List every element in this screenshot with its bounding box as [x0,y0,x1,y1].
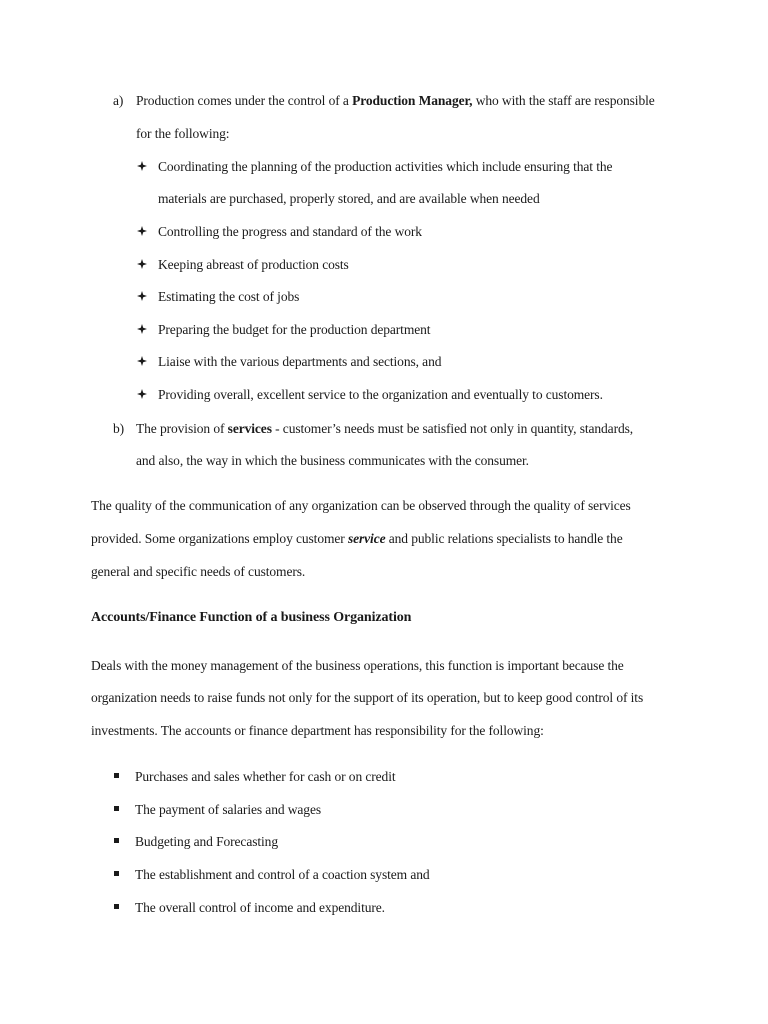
bullet-item: Estimating the cost of jobs [158,289,300,304]
bullet-item: Liaise with the various departments and sections, and [158,354,442,369]
diamond-bullet-icon [137,226,147,236]
diamond-bullet-icon [137,324,147,334]
diamond-bullet-icon [137,389,147,399]
diamond-bullet-icon [137,291,147,301]
bullet-item: Coordinating the planning of the production activities which include ensuring that the [158,159,613,174]
section-heading: Accounts/Finance Function of a business Organization [91,610,412,625]
section-a-line-2: for the following: [136,126,230,141]
square-bullet-icon [114,806,119,811]
finance-item: Budgeting and Forecasting [135,834,278,849]
finance-item: The establishment and control of a coaction system and [135,867,430,882]
list-marker-a: a) [113,93,124,108]
bullet-item-continuation: materials are purchased, properly stored, and are available when needed [158,191,540,206]
section-b-line-1: The provision of services - customer’s needs must be satisfied not only in quantity, standards, [136,421,634,436]
diamond-bullet-icon [137,356,147,366]
paragraph-1-line-1: The quality of the communication of any organization can be observed through the quality of services [91,498,631,513]
paragraph-1-line-3: general and specific needs of customers. [91,564,306,579]
bullet-item: Controlling the progress and standard of the work [158,224,422,239]
paragraph-2-line-3: investments. The accounts or finance department has responsibility for the following: [91,723,544,738]
paragraph-2-line-2: organization needs to raise funds not only for the support of its operation, but to keep good control of its [91,690,644,705]
bullet-item: Keeping abreast of production costs [158,257,349,272]
production-manager-term: Production Manager, [352,93,473,108]
diamond-bullet-icon [137,161,147,171]
paragraph-2-line-1: Deals with the money management of the business operations, this function is important because the [91,658,624,673]
services-term: services [227,421,272,436]
finance-item: The payment of salaries and wages [135,802,322,817]
bullet-item: Preparing the budget for the production department [158,322,431,337]
section-b-line-2: and also, the way in which the business communicates with the consumer. [136,453,529,468]
paragraph-1-line-2: provided. Some organizations employ customer service and public relations specialists to handle the [91,531,623,546]
square-bullet-icon [114,838,119,843]
square-bullet-icon [114,773,119,778]
finance-item: The overall control of income and expenditure. [135,900,385,915]
finance-item: Purchases and sales whether for cash or on credit [135,769,396,784]
square-bullet-icon [114,871,119,876]
list-marker-b: b) [113,421,125,436]
bullet-item: Providing overall, excellent service to the organization and eventually to customers. [158,387,603,402]
service-term: service [347,531,386,546]
diamond-bullet-icon [137,259,147,269]
section-a-line-1: Production comes under the control of a Production Manager, who with the staff are responsible [136,93,655,108]
square-bullet-icon [114,904,119,909]
